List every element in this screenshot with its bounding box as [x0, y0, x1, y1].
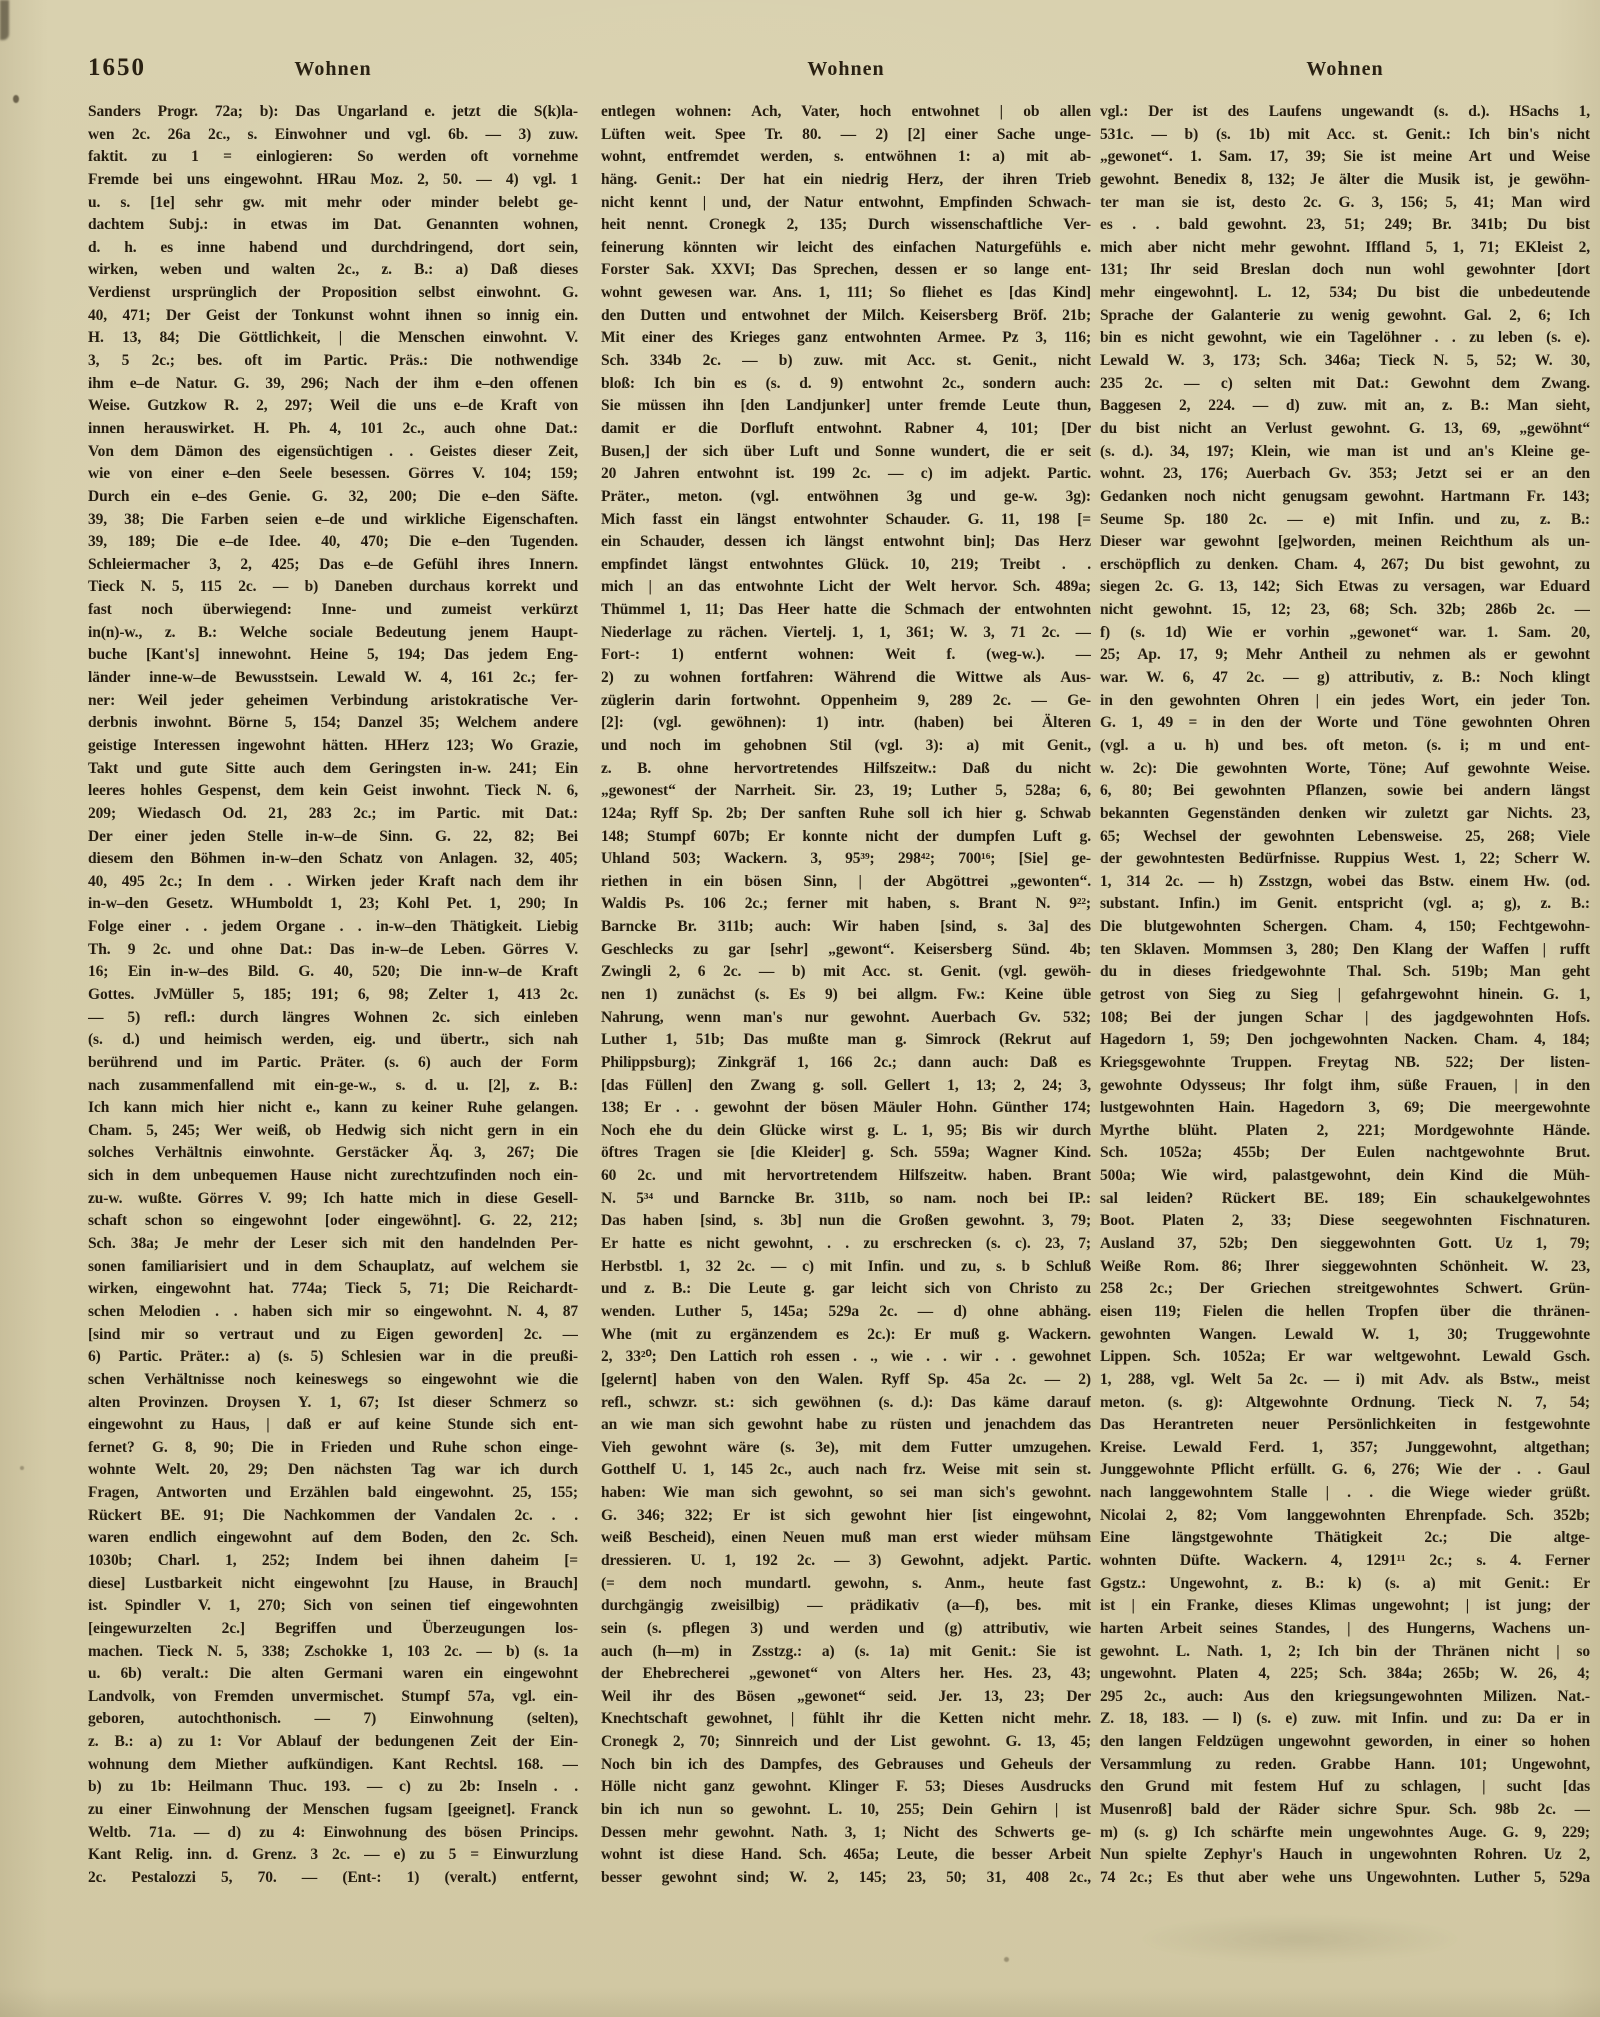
- text-line: wie von einer e–den Seele besessen. Görres V. 104; 159;: [88, 465, 578, 483]
- text-line: H. 13, 84; Die Göttlichkeit, | die Menschen einwohnt. V.: [88, 329, 578, 347]
- text-line: wohnt, entfremdet werden, s. entwöhnen 1: a) mit ab-: [601, 148, 1091, 166]
- text-line: 39, 189; Die e–de Idee. 40, 470; Die e–den Tugenden.: [88, 533, 578, 551]
- text-line: siegen 2c. G. 13, 142; Sich Etwas zu versagen, war Eduard: [1100, 578, 1590, 596]
- text-column-1: [88, 101, 578, 1890]
- text-line: Gottes. JvMüller 5, 185; 191; 6, 98; Zelter 1, 413 2c.: [88, 985, 578, 1003]
- text-line: 25; Ap. 17, 9; Mehr Antheil zu nehmen als er gewohnt: [1100, 646, 1590, 664]
- text-line: Waldis Ps. 106 2c.; ferner mit haben, s. Brant N. 9²²;: [601, 895, 1091, 913]
- text-line: Philippsburg); Zinkgräf 1, 166 2c.; dann auch: Daß es: [601, 1053, 1091, 1071]
- text-line: zu-w. wußte. Görres V. 99; Ich hatte mich in diese Gesell-: [88, 1189, 578, 1207]
- text-line: Ausland 37, 52b; Den sieggewohnten Gott. Uz 1, 79;: [1100, 1235, 1590, 1253]
- text-line: Noch ehe du dein Glücke wirst g. L. 1, 95; Bis wir durch: [601, 1121, 1091, 1139]
- text-line: Versammlung zu reden. Grabbe Hann. 101; Ungewohnt,: [1100, 1755, 1590, 1773]
- text-line: alten Provinzen. Droysen Y. 1, 67; Ist dieser Schmerz so: [88, 1393, 578, 1411]
- text-line: Baggesen 2, 224. — d) zuw. mit an, z. B.: Man sieht,: [1100, 397, 1590, 415]
- text-line: Lippen. Sch. 1052a; Er war weltgewohnt. Lewald Gsch.: [1100, 1348, 1590, 1366]
- text-line: Geschlecks zu gar [sehr] „gewont“. Keisersberg Sünd. 4b;: [601, 940, 1091, 958]
- text-line: [das Füllen] den Zwang g. soll. Gellert 1, 13; 2, 24; 3,: [601, 1076, 1091, 1094]
- text-line: dachtem Subj.: in etwas im Dat. Genannten wohnen,: [88, 216, 578, 234]
- text-line: Busen,] der sich über Luft und Sonne wundert, die er seit: [601, 442, 1091, 460]
- text-line: und z. B.: Die Leute g. gar leicht sich von Christo zu: [601, 1280, 1091, 1298]
- page-number: 1650: [88, 54, 146, 81]
- text-line: Knechtschaft gewohnet, | fühlt ihr die Ketten nicht mehr.: [601, 1710, 1091, 1728]
- text-line: 20 Jahren entwohnt ist. 199 2c. — c) im adjekt. Partic.: [601, 465, 1091, 483]
- text-line: 1, 288, vgl. Welt 5a 2c. — i) mit Adv. als Bstw., meist: [1100, 1370, 1590, 1388]
- text-line: der Ehebrecherei „gewonet“ von Alters her. Hes. 23, 43;: [601, 1665, 1091, 1683]
- text-line: (vgl. a u. h) und bes. oft meton. (s. i; m und ent-: [1100, 736, 1590, 754]
- text-line: bekannten Gegenständen denken wir zuletzt gar Nichts. 23,: [1100, 804, 1590, 822]
- text-line: du in dieses friedgewohnte Thal. Sch. 519b; Man geht: [1100, 963, 1590, 981]
- text-line: Kreise. Lewald Ferd. 1, 357; Junggewohnt, altgethan;: [1100, 1438, 1590, 1456]
- text-line: Barncke Br. 311b; auch: Wir haben [sind, s. 3a] des: [601, 918, 1091, 936]
- text-line: 65; Wechsel der gewohnten Lebensweise. 25, 268; Viele: [1100, 827, 1590, 845]
- text-line: riethen in ein bösen Sinn, | der Abgöttrei „gewonten“.: [601, 872, 1091, 890]
- text-line: 2c. Pestalozzi 5, 70. — (Ent-: 1) (veralt.) entfernt,: [88, 1868, 578, 1886]
- text-line: 124a; Ryff Sp. 2b; Der sanften Ruhe soll ich hier g. Schwab: [601, 804, 1091, 822]
- text-line: empfindet längst entwohntes Glück. 10, 219; Treibt . .: [601, 555, 1091, 573]
- text-line: — 5) refl.: durch längres Wohnen 2c. sich einleben: [88, 1008, 578, 1026]
- text-line: „gewonest“ der Narrheit. Sir. 23, 19; Luther 5, 528a; 6,: [601, 782, 1091, 800]
- text-line: 209; Wiedasch Od. 21, 283 2c.; im Partic. mit Dat.:: [88, 804, 578, 822]
- text-line: wen 2c. 26a 2c., s. Einwohner und vgl. 6b. — 3) zuw.: [88, 125, 578, 143]
- text-line: [eingewurzelten 2c.] Begriffen und Überzeugungen los-: [88, 1619, 578, 1637]
- text-line: diese] Lustbarkeit nicht eingewohnt [zu Hause, in Brauch]: [88, 1574, 578, 1592]
- text-line: Cham. 5, 245; Wer weiß, ob Hedwig sich nicht gern in ein: [88, 1121, 578, 1139]
- text-line: schaft schon so eingewohnt [oder eingewöhnt]. G. 22, 212;: [88, 1212, 578, 1230]
- text-line: m) (s. g) Ich schärfte mein ungewohntes Auge. G. 9, 229;: [1100, 1823, 1590, 1841]
- text-line: gewohnt. Benedix 8, 132; Je älter die Musik ist, je gewöhn-: [1100, 170, 1590, 188]
- text-line: Mit einer des Krieges ganz entwohnten Armee. Pz 3, 116;: [601, 329, 1091, 347]
- text-line: besser gewohnt sind; W. 2, 145; 23, 50; 31, 408 2c.,: [601, 1868, 1091, 1886]
- text-line: Vieh gewohnt wäre (s. 3e), mit dem Futter umzugehen.: [601, 1438, 1091, 1456]
- text-line: 258 2c.; Der Griechen streitgewohntes Schwert. Grün-: [1100, 1280, 1590, 1298]
- text-line: wohnt gewesen war. Ans. 1, 111; So fliehet es [das Kind]: [601, 284, 1091, 302]
- text-line: Kant Relig. inn. d. Grenz. 3 2c. — e) zu 5 = Einwurzlung: [88, 1846, 578, 1864]
- text-line: 6) Partic. Präter.: a) (s. 5) Schlesien war in die preußi-: [88, 1348, 578, 1366]
- text-line: Weiße Rom. 86; Ihrer sieggewohnten Schönheit. W. 23,: [1100, 1257, 1590, 1275]
- text-line: [sind mir so vertraut und zu Eigen geworden] 2c. —: [88, 1325, 578, 1343]
- text-line: Musenroß] bald der Räder sichre Spur. Sch. 98b 2c. —: [1100, 1801, 1590, 1819]
- text-line: u. 6b) veralt.: Die alten Germani waren ein eingewohnt: [88, 1665, 578, 1683]
- text-line: Folge einer . . jedem Organe . . in-w–den Thätigkeit. Liebig: [88, 918, 578, 936]
- text-line: „gewonet“. 1. Sam. 17, 39; Sie ist meine Art und Weise: [1100, 148, 1590, 166]
- text-line: Fragen, Antworten und Erzählen bald eingewohnt. 25, 155;: [88, 1484, 578, 1502]
- text-line: innen herauswirket. H. Ph. 4, 101 2c., auch ohne Dat.:: [88, 419, 578, 437]
- text-line: Das haben [sind, s. 3b] nun die Großen gewohnt. 3, 79;: [601, 1212, 1091, 1230]
- text-line: gewohnten Wangen. Lewald W. 1, 30; Truggewohnte: [1100, 1325, 1590, 1343]
- text-line: Schleiermacher 3, 2, 425; Das e–de Gefühl ihres Innern.: [88, 555, 578, 573]
- text-line: Das Herantreten neuer Persönlichkeiten in festgewohnte: [1100, 1416, 1590, 1434]
- text-line: Gedanken noch nicht genugsam gewohnt. Hartmann Fr. 143;: [1100, 487, 1590, 505]
- text-line: Weise. Gutzkow R. 2, 297; Weil die uns e–de Kraft von: [88, 397, 578, 415]
- text-line: Junggewohnte Pflicht erfüllt. G. 6, 276; Wie der . . Gaul: [1100, 1461, 1590, 1479]
- text-line: 500a; Wie wird, palastgewohnt, dein Kind die Müh-: [1100, 1167, 1590, 1185]
- text-line: d. h. es inne habend und durchdringend, dort sein,: [88, 238, 578, 256]
- text-line: nach langgewohntem Stalle | . . die Wiege wieder grüßt.: [1100, 1484, 1590, 1502]
- text-line: 3, 5 2c.; bes. oft im Partic. Präs.: Die nothwendige: [88, 352, 578, 370]
- text-line: Dessen mehr gewohnt. Nath. 3, 1; Nicht des Schwerts ge-: [601, 1823, 1091, 1841]
- text-line: eisen 119; Fielen die hellen Tropfen über die thränen-: [1100, 1302, 1590, 1320]
- text-line: Von dem Dämon des eigensüchtigen . . Geistes dieser Zeit,: [88, 442, 578, 460]
- text-line: den Dutten und entwohnet der Milch. Keisersberg Bröf. 21b;: [601, 306, 1091, 324]
- text-line: Weltb. 71a. — d) zu 4: Einwohnung des bösen Princips.: [88, 1823, 578, 1841]
- text-line: du bist nicht an Verlust gewohnt. G. 13, 69, „gewöhnt“: [1100, 419, 1590, 437]
- text-line: zu einer Einwohnung der Menschen fugsam [geeignet]. Franck: [88, 1801, 578, 1819]
- text-line: Niederlage zu rächen. Viertelj. 1, 1, 361; W. 3, 71 2c. —: [601, 623, 1091, 641]
- text-line: wohnte Welt. 20, 29; Den nächsten Tag war ich durch: [88, 1461, 578, 1479]
- text-line: bin ich nun so gewohnt. L. 10, 255; Dein Gehirn | ist: [601, 1801, 1091, 1819]
- text-line: 1030b; Charl. 1, 252; Indem bei ihnen daheim [=: [88, 1552, 578, 1569]
- text-line: nicht gewohnt. 15, 12; 23, 68; Sch. 32b; 286b 2c. —: [1100, 601, 1590, 619]
- text-line: 131; Ihr seid Breslan doch nun wohl gewohnter [dort: [1100, 261, 1590, 279]
- text-line: Forster Sak. XXVI; Das Sprechen, dessen er so lange ent-: [601, 261, 1091, 279]
- text-line: wohnt ist diese Hand. Sch. 465a; Leute, die besser Arbeit: [601, 1846, 1091, 1864]
- text-line: wohnten Düfte. Wackern. 4, 1291¹¹ 2c.; s. 4. Ferner: [1100, 1552, 1590, 1569]
- text-line: entlegen wohnen: Ach, Vater, hoch entwohnet | ob allen: [601, 103, 1091, 120]
- text-line: in-w–den Gesetz. WHumboldt 1, 23; Kohl Pet. 1, 290; In: [88, 895, 578, 913]
- text-line: berührend und im Partic. Präter. (s. 6) auch der Form: [88, 1053, 578, 1071]
- text-line: wohnung dem Miether aufkündigen. Kant Rechtsl. 168. —: [88, 1755, 578, 1773]
- text-line: Noch bin ich des Dampfes, des Gebrauses und Geheuls der: [601, 1755, 1091, 1773]
- text-line: 2) zu wohnen fortfahren: Während die Wittwe als Aus-: [601, 669, 1091, 687]
- text-line: der gewohntesten Bedürfnisse. Ruppius West. 1, 22; Scherr W.: [1100, 850, 1590, 868]
- text-line: Lewald W. 3, 173; Sch. 346a; Tieck N. 5, 52; W. 30,: [1100, 352, 1590, 370]
- text-line: nicht kennt | und, der Natur entwohnt, Empfinden Schwach-: [601, 193, 1091, 211]
- text-line: fernet? G. 8, 90; Die in Frieden und Ruhe schon einge-: [88, 1438, 578, 1456]
- text-line: gewohnt. L. Nath. 1, 2; Ich bin der Thränen nicht | so: [1100, 1642, 1590, 1660]
- text-line: getrost von Sieg zu Sieg | gefahrgewohnt hinein. G. 1,: [1100, 985, 1590, 1003]
- text-line: ein Schauder, dessen ich längst entwohnt bin]; Das Herz: [601, 533, 1091, 551]
- text-line: Herbstbl. 1, 32 2c. — c) mit Infin. und zu, s. b Schluß: [601, 1257, 1091, 1275]
- text-line: geboren, autochthonisch. — 7) Einwohnung (selten),: [88, 1710, 578, 1728]
- text-line: Lüften weit. Spee Tr. 80. — 2) [2] einer Sache unge-: [601, 125, 1091, 143]
- text-line: Landvolk, von Fremden unvermischet. Stumpf 57a, vgl. ein-: [88, 1687, 578, 1705]
- text-line: 138; Er . . gewohnt der bösen Mäuler Hohn. Günther 174;: [601, 1099, 1091, 1117]
- text-line: 74 2c.; Es thut aber wehe uns Ungewohnten. Luther 5, 529a: [1100, 1868, 1590, 1886]
- text-line: 39, 38; Die Farben seien e–de und wirkliche Eigenschaften.: [88, 510, 578, 528]
- text-line: Sanders Progr. 72a; b): Das Ungarland e. jetzt die S(k)la-: [88, 103, 578, 120]
- text-line: G. 346; 322; Er ist sich gewohnt hier [ist eingewohnt,: [601, 1506, 1091, 1524]
- text-line: 40, 495 2c.; In dem . . Wirken jeder Kraft nach dem ihr: [88, 872, 578, 890]
- text-line: den langen Feldzügen ungewohnt geworden, in einer so hohen: [1100, 1733, 1590, 1751]
- text-line: sonen familiarisiert und in dem Schauplatz, auf welchem sie: [88, 1257, 578, 1275]
- text-line: heit nennt. Cronegk 2, 135; Durch wissenschaftliche Ver-: [601, 216, 1091, 234]
- text-line: lustgewohnten Hain. Hagedorn 3, 69; Die meergewohnte: [1100, 1099, 1590, 1117]
- text-line: 2, 33²⁰; Den Lattich roh essen . ., wie . . wir . . gewohnet: [601, 1348, 1091, 1366]
- text-line: häng. Genit.: Der hat ein niedrig Herz, der ihren Trieb: [601, 170, 1091, 188]
- text-line: [gelernt] haben von den Walen. Ryff Sp. 45a 2c. — 2): [601, 1370, 1091, 1388]
- text-line: Nicolai 2, 82; Vom langgewohnten Ehrenpfade. Sch. 352b;: [1100, 1506, 1590, 1524]
- text-line: Boot. Platen 2, 33; Diese seegewohnten Fischnaturen.: [1100, 1212, 1590, 1230]
- text-line: (s. d.) und heimisch werden, eig. und übertr., sich nah: [88, 1031, 578, 1049]
- text-line: 295 2c., auch: Aus den kriegsungewohnten Milizen. Nat.-: [1100, 1687, 1590, 1705]
- text-line: war. W. 6, 47 2c. — g) attributiv, z. B.: Noch klingt: [1100, 669, 1590, 687]
- text-line: 16; Ein in-w–des Bild. G. 40, 520; Die inn-w–de Kraft: [88, 963, 578, 981]
- text-line: mich aber nicht mehr gewohnt. Iffland 5, 1, 71; EKleist 2,: [1100, 238, 1590, 256]
- text-line: es . . bald gewohnt. 23, 51; 249; Br. 341b; Du bist: [1100, 216, 1590, 234]
- text-line: Sch. 1052a; 455b; Der Eulen nachtgewohnte Brut.: [1100, 1144, 1590, 1162]
- text-line: 148; Stumpf 607b; Er konnte nicht der dumpfen Luft g.: [601, 827, 1091, 845]
- text-line: Kriegsgewohnte Truppen. Freytag NB. 522; Der listen-: [1100, 1053, 1590, 1071]
- text-line: Ich kann mich hier nicht e., kann zu keiner Ruhe gelangen.: [88, 1099, 578, 1117]
- text-line: Sch. 334b 2c. — b) zuw. mit Acc. st. Genit., nicht: [601, 352, 1091, 370]
- text-line: Ggstz.: Ungewohnt, z. B.: k) (s. a) mit Genit.: Er: [1100, 1574, 1590, 1592]
- text-line: feinerung könnten wir leicht des einfachen Naturgefühls e.: [601, 238, 1091, 256]
- text-line: harten Arbeit seines Standes, | des Hungerns, Wachens un-: [1100, 1619, 1590, 1637]
- text-line: w. 2c): Die gewohnten Worte, Töne; Auf gewohnte Weise.: [1100, 759, 1590, 777]
- text-line: machen. Tieck N. 5, 338; Zschokke 1, 103 2c. — b) (s. 1a: [88, 1642, 578, 1660]
- text-line: 108; Bei der jungen Schar | des jagdgewohnten Hofs.: [1100, 1008, 1590, 1026]
- text-line: faktit. zu 1 = einlogieren: So werden oft vornehme: [88, 148, 578, 166]
- text-line: ist. Spindler V. 1, 270; Sich von seinen tief eingewohnten: [88, 1597, 578, 1615]
- text-line: an wie man sich gewohnt habe zu rüsten und jenachdem das: [601, 1416, 1091, 1434]
- text-line: schen Verhältnisse noch keineswegs so eingewohnt wie die: [88, 1370, 578, 1388]
- text-line: Myrthe blüht. Platen 2, 221; Mordgewohnte Hände.: [1100, 1121, 1590, 1139]
- text-line: ner: Weil jeder geheimen Verbindung aristokratische Ver-: [88, 691, 578, 709]
- text-line: Nahrung, wenn man's nur gewohnt. Auerbach Gv. 532;: [601, 1008, 1091, 1026]
- text-line: 6, 80; Bei gewohnten Pflanzen, sowie bei andern längst: [1100, 782, 1590, 800]
- text-line: ist | ein Franke, dieses Klimas ungewohnt; | ist jung; der: [1100, 1597, 1590, 1615]
- text-line: in(n)-w., z. B.: Welche sociale Bedeutung jenem Haupt-: [88, 623, 578, 641]
- text-line: schen Melodien . . haben sich mir so eingewohnt. N. 4, 87: [88, 1302, 578, 1320]
- text-line: Fort-: 1) entfernt wohnen: Weit f. (weg-w.). —: [601, 646, 1091, 664]
- text-line: Rückert BE. 91; Die Nachkommen der Vandalen 2c. . .: [88, 1506, 578, 1524]
- text-line: z. B.: a) zu 1: Vor Ablauf der bedungenen Zeit der Ein-: [88, 1733, 578, 1751]
- text-line: öftres Tragen sie [die Kleider] g. Sch. 559a; Wagner Kind.: [601, 1144, 1091, 1162]
- text-line: Durch ein e–des Genie. G. 32, 200; Die e–den Säfte.: [88, 487, 578, 505]
- text-line: eingewohnt zu Haus, | daß er auf keine Stunde sich ent-: [88, 1416, 578, 1434]
- text-line: Mich fasst ein längst entwohnter Schauder. G. 11, 198 [=: [601, 510, 1091, 528]
- text-line: Er hatte es nicht gewohnt, . . zu erschrecken (s. c). 23, 7;: [601, 1235, 1091, 1253]
- text-line: Hölle nicht ganz gewohnt. Klinger F. 53; Dieses Ausdrucks: [601, 1778, 1091, 1796]
- ink-speck: [1004, 1957, 1009, 1962]
- text-line: vgl.: Der ist des Laufens ungewandt (s. d.). HSachs 1,: [1100, 103, 1590, 120]
- text-line: 1, 314 2c. — h) Zsstzgn, wobei das Bstw. einem Hw. (od.: [1100, 872, 1590, 890]
- text-line: 235 2c. — c) selten mit Dat.: Gewohnt dem Zwang.: [1100, 374, 1590, 392]
- text-line: buche [Kant's] innewohnt. Heine 5, 194; Das jedem Eng-: [88, 646, 578, 664]
- text-line: ungewohnt. Platen 4, 225; Sch. 384a; 265b; W. 26, 4;: [1100, 1665, 1590, 1683]
- text-line: weiß Bescheid), einen Neuen muß man erst wieder mühsam: [601, 1529, 1091, 1547]
- text-line: 60 2c. und mit hervortretendem Hilfszeitw. haben. Brant: [601, 1167, 1091, 1185]
- text-column-2: [601, 101, 1091, 1890]
- text-line: 531c. — b) (s. 1b) mit Acc. st. Genit.: Ich bin's nicht: [1100, 125, 1590, 143]
- text-line: f) (s. 1d) Wie er vorhin „gewonet“ war. 1. Sam. 20,: [1100, 623, 1590, 641]
- text-line: Fremde bei uns eingewohnt. HRau Moz. 2, 50. — 4) vgl. 1: [88, 170, 578, 188]
- text-line: Cronegk 2, 70; Sinnreich und der List gewohnt. G. 13, 45;: [601, 1733, 1091, 1751]
- text-line: Z. 18, 183. — l) (s. e) zuw. mit Infin. und zu: Da er in: [1100, 1710, 1590, 1728]
- text-line: solches Verhältnis einwohnte. Gerstäcker Äq. 3, 267; Die: [88, 1144, 578, 1162]
- text-line: länder inne-w–de Bewusstsein. Lewald W. 4, 161 2c.; fer-: [88, 669, 578, 687]
- text-line: 40, 471; Der Geist der Tonkunst wohnt ihnen so innig ein.: [88, 306, 578, 324]
- text-line: waren endlich eingewohnt auf dem Boden, den 2c. Sch.: [88, 1529, 578, 1547]
- text-line: Sprache der Galanterie zu wenig gewohnt. Gal. 2, 6; Ich: [1100, 306, 1590, 324]
- text-line: (= dem noch mundartl. gewohn, s. Anm., heute fast: [601, 1574, 1091, 1592]
- text-line: wirken, weben und walten 2c., z. B.: a) Daß dieses: [88, 261, 578, 279]
- text-line: nach zusammenfallend mit ein-ge-w., s. d. u. [2], z. B.:: [88, 1076, 578, 1094]
- text-line: Verdienst ursprünglich der Proposition selbst einwohnt. G.: [88, 284, 578, 302]
- text-line: bin es nicht gewohnt, wie ein Tagelöhner . . zu leben (s. e).: [1100, 329, 1590, 347]
- scan-bottom-shading: [0, 1987, 1600, 2017]
- text-line: den Grund mit festem Huf zu schlagen, | sucht [das: [1100, 1778, 1590, 1796]
- text-line: Tieck N. 5, 115 2c. — b) Daneben durchaus korrekt und: [88, 578, 578, 596]
- text-line: refl., schwzr. st.: sich gewöhnen (s. d.): Das käme darauf: [601, 1393, 1091, 1411]
- text-line: züglerin darin fortwohnt. Oppenheim 9, 289 2c. — Ge-: [601, 691, 1091, 709]
- text-line: G. 1, 49 = in den der Worte und Töne gewohnten Ohren: [1100, 714, 1590, 732]
- text-line: u. s. [1e] sehr gw. mit mehr oder minder belebt ge-: [88, 193, 578, 211]
- running-head-column-2: Wohnen: [807, 58, 885, 80]
- text-line: sal leiden? Rückert BE. 189; Ein schaukelgewohntes: [1100, 1189, 1590, 1207]
- text-line: Luther 1, 51b; Das mußte man g. Simrock (Rekrut auf: [601, 1031, 1091, 1049]
- text-line: wirken, eingewohnt hat. 774a; Tieck 5, 71; Die Reichardt-: [88, 1280, 578, 1298]
- text-line: (s. d.). 34, 197; Klein, wie man ist und an's Kleine ge-: [1100, 442, 1590, 460]
- text-line: Weil ihr des Bösen „gewonet“ seid. Jer. 13, 23; Der: [601, 1687, 1091, 1705]
- text-line: Hagedorn 1, 59; Den jochgewohnten Nacken. Cham. 4, 184;: [1100, 1031, 1590, 1049]
- text-line: [2]: (vgl. gewöhnen): 1) intr. (haben) bei Älteren: [601, 714, 1091, 732]
- text-line: dressieren. U. 1, 192 2c. — 3) Gewohnt, adjekt. Partic.: [601, 1552, 1091, 1569]
- text-line: in den gewohnten Ohren | ein jedes Wort, ein jeder Ton.: [1100, 691, 1590, 709]
- text-line: gewohnte Odysseus; Ihr folgt ihm, süße Frauen, | in den: [1100, 1076, 1590, 1094]
- page-header: [0, 0, 1600, 100]
- text-line: bloß: Ich bin es (s. d. 9) entwohnt 2c., sondern auch:: [601, 374, 1091, 392]
- text-line: Zwingli 2, 6 2c. — b) mit Acc. st. Genit. (vgl. gewöh-: [601, 963, 1091, 981]
- text-line: sich in dem unbequemen Hause nicht zurechtzufinden noch ein-: [88, 1167, 578, 1185]
- text-line: Takt und gute Sitte auch dem Geringsten in-w. 241; Ein: [88, 759, 578, 777]
- ink-speck: [20, 1466, 24, 1470]
- text-line: sein (s. pflegen 3) und werden und (g) attributiv, wie: [601, 1619, 1091, 1637]
- text-line: substant. Infin.) im Genit. entspricht (vgl. a; g), z. B.:: [1100, 895, 1590, 913]
- text-line: b) zu 1b: Heilmann Thuc. 193. — c) zu 2b: Inseln . .: [88, 1778, 578, 1796]
- text-line: mehr eingewohnt]. L. 12, 534; Du bist die unbedeutende: [1100, 284, 1590, 302]
- running-head-column-3: Wohnen: [1306, 58, 1384, 80]
- text-line: wohnt. 23, 176; Auerbach Gv. 353; Jetzt sei er an den: [1100, 465, 1590, 483]
- text-column-3: [1100, 101, 1590, 1890]
- text-line: ten Sklaven. Mommsen 3, 280; Den Klang der Waffen | rufft: [1100, 940, 1590, 958]
- text-line: nen 1) zunächst (s. Es 9) bei allgm. Fw.: Keine üble: [601, 985, 1091, 1003]
- text-line: Die blutgewohnten Schergen. Cham. 4, 150; Fechtgewohn-: [1100, 918, 1590, 936]
- text-line: Gotthelf U. 1, 145 2c., auch nach frz. Weise mit sein st.: [601, 1461, 1091, 1479]
- text-line: z. B. ohne hervortretendes Hilfszeitw.: Daß du nicht: [601, 759, 1091, 777]
- running-head-column-1: Wohnen: [294, 58, 372, 80]
- text-line: Thümmel 1, 11; Das Heer hatte die Schmach der entwohnten: [601, 601, 1091, 619]
- text-line: Eine längstgewohnte Thätigkeit 2c.; Die altge-: [1100, 1529, 1590, 1547]
- text-line: ihm e–de Natur. G. 39, 296; Nach der ihm e–den offenen: [88, 374, 578, 392]
- text-line: Seume Sp. 180 2c. — e) mit Infin. und zu, z. B.:: [1100, 510, 1590, 528]
- text-line: und noch im gehobnen Stil (vgl. 3): a) mit Genit.,: [601, 736, 1091, 754]
- bleedthrough-smudge: [1140, 1916, 1460, 1962]
- text-line: Uhland 503; Wackern. 3, 95³⁹; 298⁴²; 700¹⁶; [Sie] ge-: [601, 850, 1091, 868]
- text-line: Nun spielte Zephyr's Hauch in ungewohnten Rohren. Uz 2,: [1100, 1846, 1590, 1864]
- text-line: Der einer jeden Stelle in-w–de Sinn. G. 22, 82; Bei: [88, 827, 578, 845]
- text-line: fast noch überwiegend: Inne- und zumeist verkürzt: [88, 601, 578, 619]
- text-line: Th. 9 2c. und ohne Dat.: Das in-w–de Leben. Görres V.: [88, 940, 578, 958]
- text-line: ter man sie ist, desto 2c. G. 3, 156; 5, 41; Man wird: [1100, 193, 1590, 211]
- text-line: Sch. 38a; Je mehr der Leser sich mit den handelnden Per-: [88, 1235, 578, 1253]
- text-line: Präter., meton. (vgl. entwöhnen 3g und ge-w. 3g):: [601, 487, 1091, 505]
- text-line: diesem den Böhmen in-w–den Schatz von Anlagen. 32, 405;: [88, 850, 578, 868]
- text-line: Dieser war gewohnt [ge]worden, meinen Reichthum als un-: [1100, 533, 1590, 551]
- text-line: auch (h—m) in Zsstzg.: a) (s. 1a) mit Genit.: Sie ist: [601, 1642, 1091, 1660]
- text-line: haben: Wie man sich gewohnt, so sei man sich's gewohnt.: [601, 1484, 1091, 1502]
- text-line: derbnis inwohnt. Börne 5, 154; Danzel 35; Welchem andere: [88, 714, 578, 732]
- text-line: erschöpflich zu denken. Cham. 4, 267; Du bist gewohnt, zu: [1100, 555, 1590, 573]
- text-line: geistige Interessen ingewohnt hätten. HHerz 123; Wo Grazie,: [88, 736, 578, 754]
- text-line: meton. (s. g): Altgewohnte Ordnung. Tieck N. 7, 54;: [1100, 1393, 1590, 1411]
- text-line: wenden. Luther 5, 145a; 529a 2c. — d) ohne abhäng.: [601, 1302, 1091, 1320]
- text-line: leeres hohles Gespenst, dem kein Geist inwohnt. Tieck N. 6,: [88, 782, 578, 800]
- text-line: mich | an das entwohnte Licht der Welt hervor. Sch. 489a;: [601, 578, 1091, 596]
- text-line: Sie müssen ihn [den Landjunker] unter fremde Leute thun,: [601, 397, 1091, 415]
- text-line: damit er die Dorfluft entwohnt. Rabner 4, 101; [Der: [601, 419, 1091, 437]
- text-line: durchgängig zweisilbig) — prädikativ (a—f), bes. mit: [601, 1597, 1091, 1615]
- text-line: Whe (mit zu ergänzendem es 2c.): Er muß g. Wackern.: [601, 1325, 1091, 1343]
- text-line: N. 5³⁴ und Barncke Br. 311b, so nam. noch bei IP.:: [601, 1189, 1091, 1207]
